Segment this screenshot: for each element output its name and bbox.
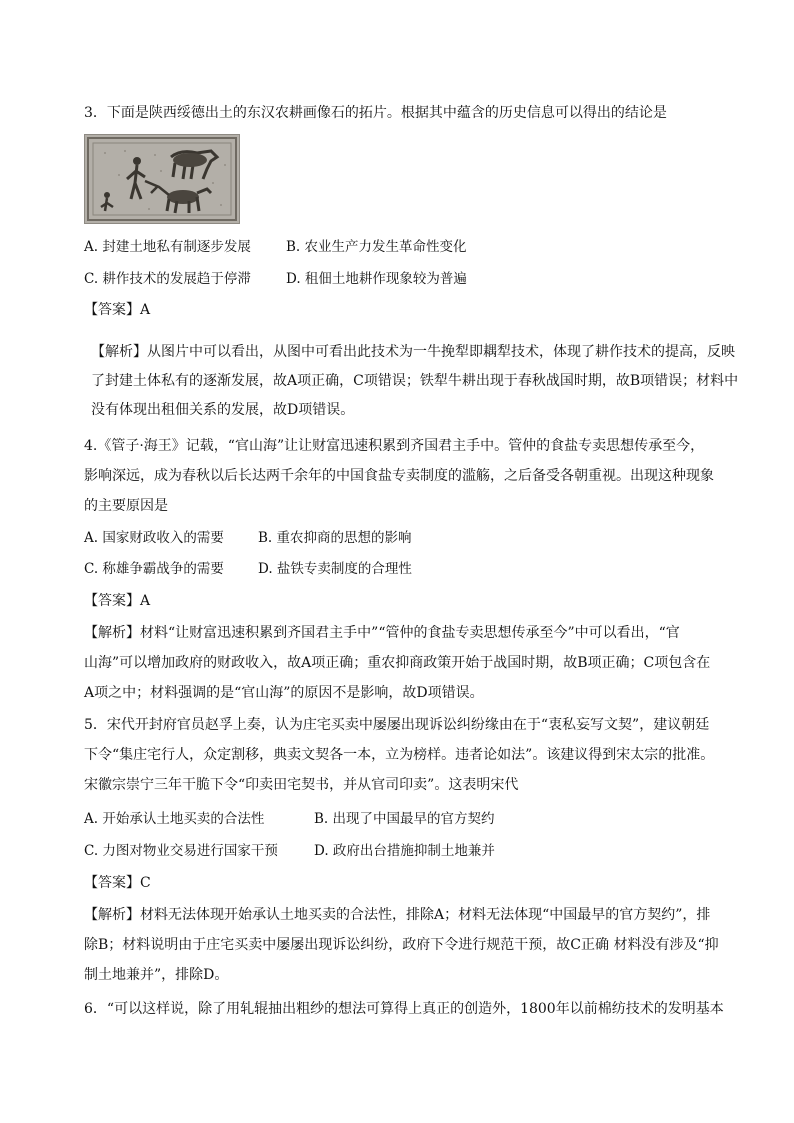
q4-option-a: A. 国家财政收入的需要 bbox=[84, 530, 224, 546]
q4-stem-line-2: 影响深远，成为春秋以后长达两千余年的中国食盐专卖制度的滥觞，之后备受各朝重视。出现这种现象 bbox=[84, 468, 714, 484]
q5-stem-line-1: 5．宋代开封府官员赵孚上奏，认为庄宅买卖中屡屡出现诉讼纠纷缘由在于“衷私妄写文契”，建议朝廷 bbox=[84, 717, 710, 733]
q6-stem: 6．“可以这样说，除了用轧辊抽出粗纱的想法可算得上真正的创造外，1800年以前棉纺技术的发明基本 bbox=[84, 1001, 724, 1017]
q4-analysis-line-2: 山海”可以增加政府的财政收入，故A项正确；重农抑商政策开始于战国时期，故B项正确；C项包含在 bbox=[84, 655, 711, 671]
q4-stem-line-3: 的主要原因是 bbox=[84, 498, 168, 514]
q3-option-b: B. 农业生产力发生革命性变化 bbox=[286, 239, 467, 255]
q3-option-c: C. 耕作技术的发展趋于停滞 bbox=[84, 271, 251, 287]
q4-stem-line-1: 4.《管子·海王》记载，“官山海”让让财富迅速积累到齐国君主手中。管仲的食盐专卖思想传承至今， bbox=[84, 438, 705, 454]
q5-option-c: C. 力图对物业交易进行国家干预 bbox=[84, 843, 278, 859]
q5-option-b: B. 出现了中国最早的官方契约 bbox=[314, 811, 495, 827]
q4-analysis-line-3: A项之中；材料强调的是“官山海”的原因不是影响，故D项错误。 bbox=[84, 685, 484, 701]
q3-answer: 【答案】A bbox=[84, 302, 151, 318]
q5-stem-line-3: 宋徽宗崇宁三年干脆下令“印卖田宅契书，并从官司印卖”。这表明宋代 bbox=[84, 777, 519, 793]
q3-option-a: A. 封建土地私有制逐步发展 bbox=[84, 239, 251, 255]
rubbing-image bbox=[84, 134, 240, 224]
q4-answer: 【答案】A bbox=[84, 593, 151, 609]
q5-option-d: D. 政府出台措施抑制土地兼并 bbox=[314, 843, 495, 859]
q4-option-c: C. 称雄争霸战争的需要 bbox=[84, 561, 224, 577]
q3-option-d: D. 租佃土地耕作现象较为普遍 bbox=[286, 271, 467, 287]
q5-analysis-line-2: 除B；材料说明由于庄宅买卖中屡屡出现诉讼纠纷，政府下令进行规范干预，故C正确 材料没有涉及“抑 bbox=[84, 937, 719, 953]
q5-analysis-line-1: 【解析】材料无法体现开始承认土地买卖的合法性，排除A；材料无法体现“中国最早的官方契约”，排 bbox=[84, 907, 711, 923]
q3-stem: 3．下面是陕西绥德出土的东汉农耕画像石的拓片。根据其中蕴含的历史信息可以得出的结论是 bbox=[84, 105, 667, 121]
q5-stem-line-2: 下令“集庄宅行人，众定割移，典卖文契各一本，立为榜样。违者论如法”。该建议得到宋太宗的批准。 bbox=[84, 747, 715, 763]
q4-option-d: D. 盐铁专卖制度的合理性 bbox=[258, 561, 412, 577]
q3-analysis-line-1: 【解析】从图片中可以看出，从图中可看出此技术为一牛挽犁即耦犁技术，体现了耕作技术的提高，反映 bbox=[91, 344, 735, 360]
q5-option-a: A. 开始承认土地买卖的合法性 bbox=[84, 811, 265, 827]
q4-option-b: B. 重农抑商的思想的影响 bbox=[258, 530, 412, 546]
q5-answer: 【答案】C bbox=[84, 875, 151, 891]
q5-analysis-line-3: 制土地兼并”，排除D。 bbox=[84, 967, 229, 983]
q3-analysis-line-3: 没有体现出租佃关系的发展，故D项错误。 bbox=[91, 402, 355, 418]
q3-analysis-line-2: 了封建土体私有的逐渐发展，故A项正确，C项错误；铁犁牛耕出现于春秋战国时期，故B项错误；材料中 bbox=[91, 373, 739, 389]
q4-analysis-line-1: 【解析】材料“让财富迅速积累到齐国君主手中”“管仲的食盐专卖思想传承至今”中可以看出，“官 bbox=[84, 625, 680, 641]
